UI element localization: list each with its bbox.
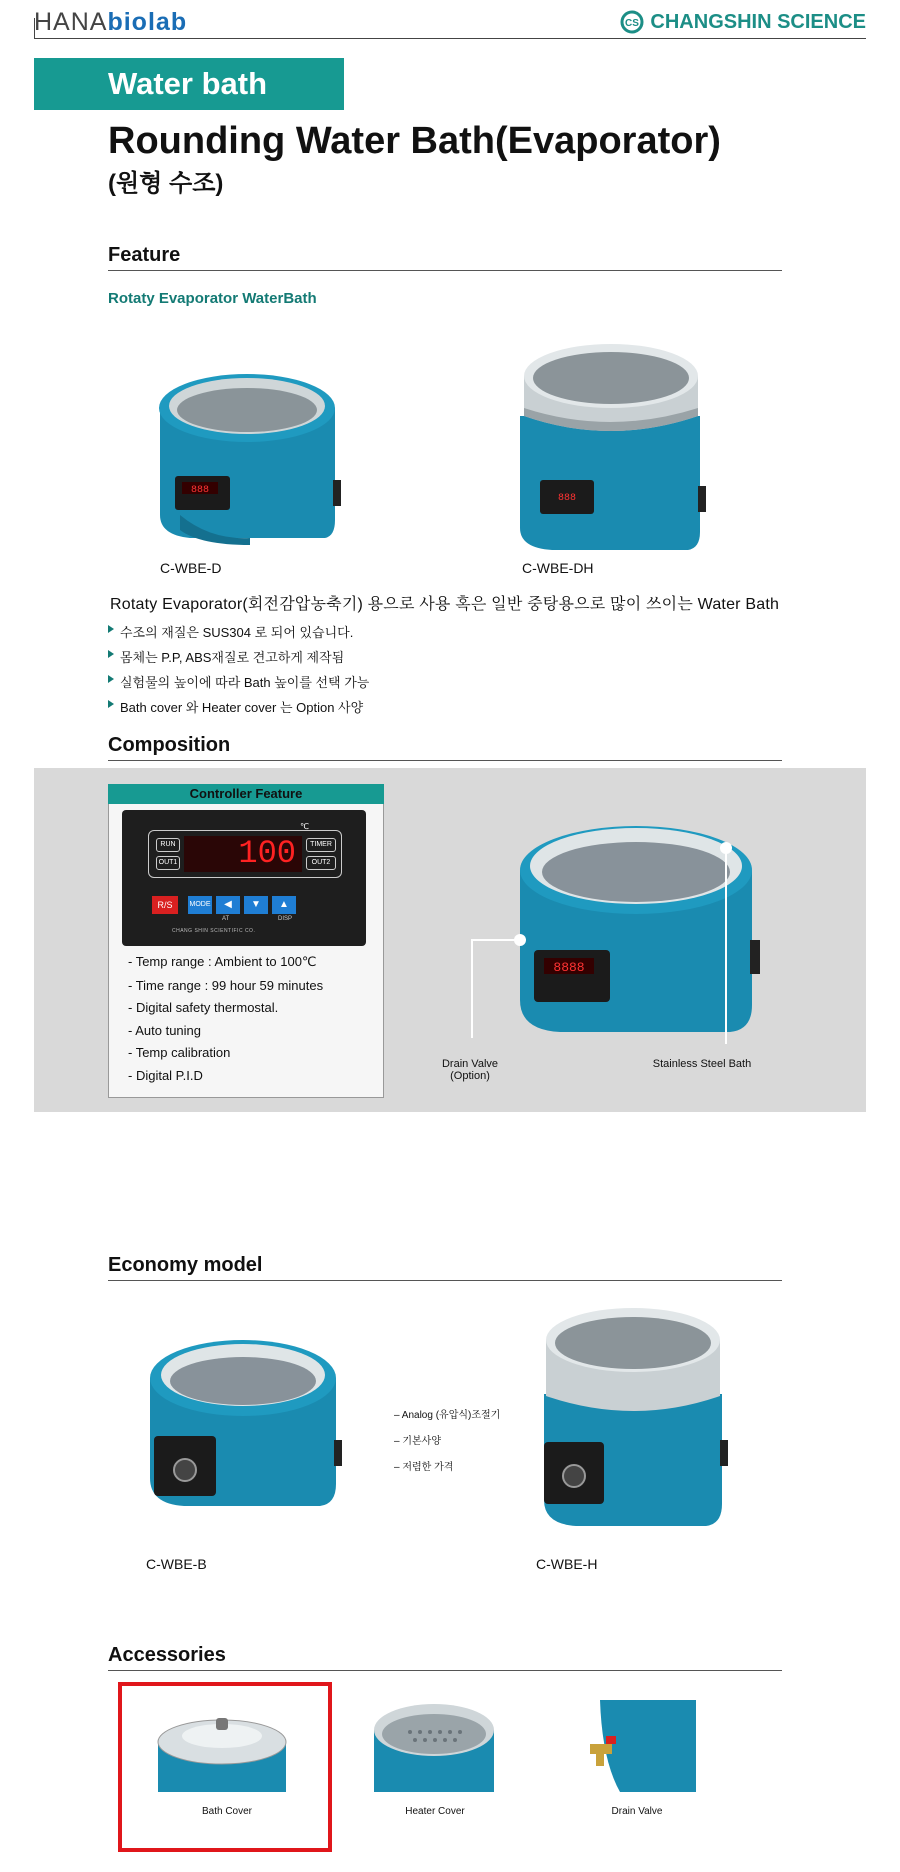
logo-text-hana: HANA — [34, 8, 108, 36]
accessory-label-bath-cover: Bath Cover — [201, 1806, 253, 1817]
list-item: - Time range : 99 hour 59 minutes — [128, 977, 324, 993]
model-label-b: C-WBE-B — [146, 1556, 207, 1572]
accessory-label-heater-cover: Heater Cover — [405, 1806, 465, 1817]
cs-logo-icon — [620, 10, 644, 34]
timer-indicator: TIMER — [306, 838, 336, 852]
list-item: – 기본사양 — [394, 1436, 441, 1447]
controller-spec-list — [128, 954, 323, 1090]
economy-divider — [108, 1280, 782, 1281]
logo-text-lab: lab — [147, 8, 188, 36]
controller-panel — [122, 810, 366, 946]
model-label-h: C-WBE-H — [536, 1556, 598, 1572]
list-item: 실험물의 높이에 따라 Bath 높이를 선택 가능 — [108, 672, 369, 691]
drain-valve-callout — [428, 1058, 512, 1082]
changshin-logo — [620, 10, 866, 34]
model-label-dh: C-WBE-DH — [522, 560, 594, 576]
feature-description: Rotaty Evaporator(회전감압농축기) 용으로 사용 혹은 일반 중탕용으로 많이 쓰이는 Water Bath — [110, 596, 780, 613]
heater-cover-image — [370, 1700, 498, 1792]
panel-brand: CHANG SHIN SCIENTIFIC CO. — [172, 928, 256, 934]
svg-text:8888: 8888 — [553, 960, 585, 975]
composition-heading: Composition — [108, 734, 231, 756]
svg-text:888: 888 — [557, 493, 577, 504]
at-label: AT — [222, 916, 230, 922]
accessories-divider — [108, 1670, 782, 1671]
list-item: 수조의 재질은 SUS304 로 되어 있습니다. — [108, 622, 369, 641]
down-arrow-button[interactable]: ▼ — [244, 896, 268, 914]
rs-button[interactable]: R/S — [152, 896, 178, 914]
drain-valve-image — [590, 1700, 696, 1792]
hana-biolab-logo — [34, 8, 187, 37]
feature-subheading: Rotaty Evaporator WaterBath — [108, 290, 317, 307]
out2-indicator: OUT2 — [306, 856, 336, 870]
svg-text:888: 888 — [190, 485, 210, 496]
degree-unit: ℃ — [300, 822, 309, 831]
accessories-heading: Accessories — [108, 1644, 226, 1666]
list-item: - Digital safety thermostal. — [128, 1000, 279, 1015]
run-indicator: RUN — [156, 838, 180, 852]
controller-feature-title: Controller Feature — [108, 784, 384, 804]
accessory-label-drain-valve: Drain Valve — [611, 1806, 663, 1817]
logo-text-bio: bio — [107, 8, 148, 36]
page-title: Rounding Water Bath(Evaporator) — [108, 120, 721, 162]
list-item: – 저렴한 가격 — [394, 1462, 454, 1473]
drain-valve-label: Drain Valve — [441, 1058, 499, 1070]
water-bath-h-image — [534, 1300, 734, 1534]
category-banner — [34, 58, 344, 110]
list-item: - Auto tuning — [128, 1022, 201, 1038]
composition-divider — [108, 760, 782, 761]
feature-heading: Feature — [108, 244, 181, 266]
disp-label: DISP — [278, 916, 293, 922]
temperature-display: 100 — [184, 836, 302, 872]
list-item: Bath cover 와 Heater cover 는 Option 사양 — [108, 697, 369, 716]
mode-button[interactable]: MODE — [188, 896, 212, 914]
header-divider — [34, 38, 866, 39]
list-item: - Digital P.I.D — [128, 1067, 203, 1083]
model-label-d: C-WBE-D — [160, 560, 222, 576]
list-item: - Temp range : Ambient to 100℃ — [128, 954, 317, 969]
water-bath-d-image — [150, 370, 350, 550]
stainless-bath-callout: Stainless Steel Bath — [652, 1058, 752, 1070]
out1-indicator: OUT1 — [156, 856, 180, 870]
changshin-text: CHANGSHIN SCIENCE — [650, 10, 866, 33]
list-item: - Temp calibration — [128, 1045, 231, 1060]
callout-lines — [460, 838, 740, 1058]
economy-heading: Economy model — [108, 1254, 263, 1276]
water-bath-dh-image — [510, 336, 720, 562]
page-subtitle: (원형 수조) — [108, 170, 224, 197]
svg-text:CS: CS — [625, 18, 640, 29]
highlight-box — [118, 1682, 332, 1852]
list-item: – Analog (유압식)조절기 — [394, 1410, 501, 1421]
feature-divider — [108, 270, 782, 271]
left-arrow-button[interactable]: ◀ — [216, 896, 240, 914]
water-bath-b-image — [140, 1328, 350, 1516]
list-item: 몸체는 P.P, ABS재질로 견고하게 제작됨 — [108, 647, 369, 666]
drain-valve-note: (Option) — [450, 1070, 490, 1082]
feature-bullets — [108, 622, 369, 722]
economy-feature-list — [394, 1406, 500, 1484]
up-arrow-button[interactable]: ▲ — [272, 896, 296, 914]
category-label: Water bath — [108, 66, 268, 101]
